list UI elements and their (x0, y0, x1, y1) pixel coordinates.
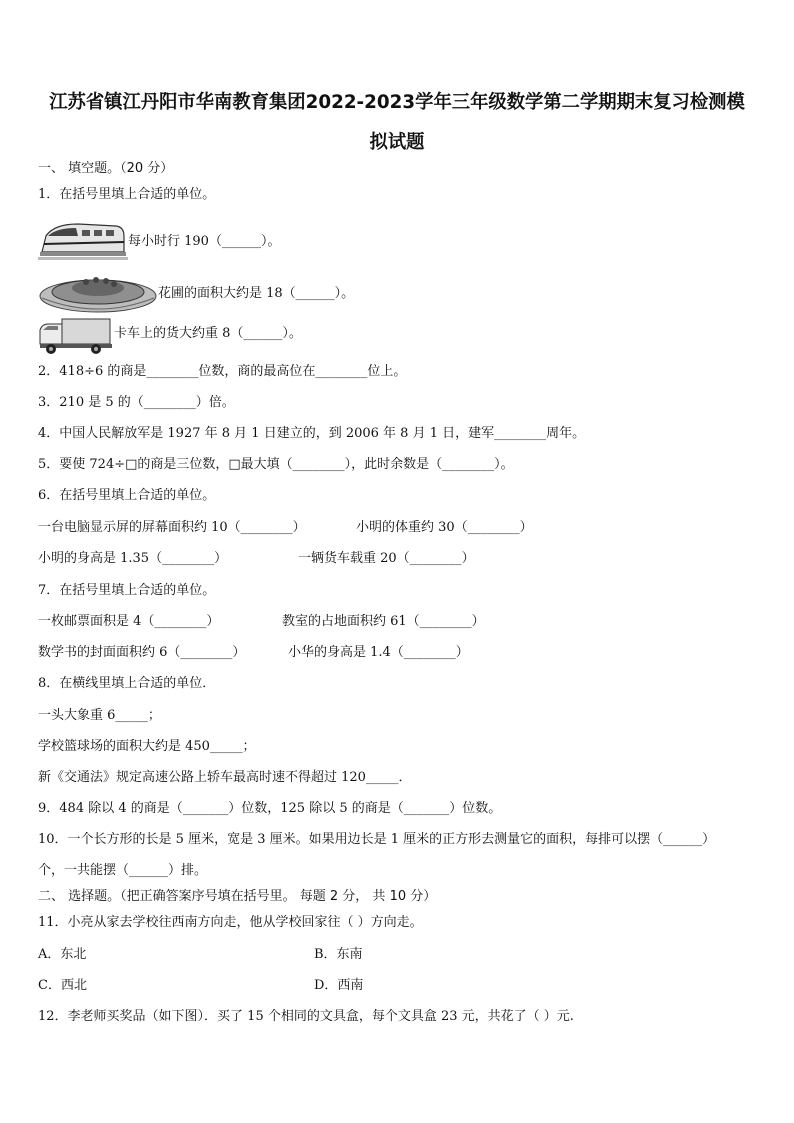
q6-item-b: 小明的体重约 30（________） (356, 520, 533, 535)
q8-item-a: 一头大象重 6_____； (38, 708, 161, 723)
q5-text: 5．要使 724÷□的商是三位数，□最大填（________），此时余数是（________）。 (38, 457, 514, 472)
q11-option-c: C．西北 (38, 978, 87, 993)
train-image (38, 218, 128, 264)
q7-item-c: 数学书的封面面积约 6（________） (38, 645, 246, 660)
q6-stem: 6．在括号里填上合适的单位。 (38, 488, 216, 503)
q1-train-text: 每小时行 190（______）。 (128, 234, 281, 249)
truck-image (38, 316, 114, 356)
q6-item-a: 一台电脑显示屏的屏幕面积约 10（________） (38, 520, 306, 535)
q11-stem: 11．小亮从家去学校往西南方向走，他从学校回家往（ ）方向走。 (38, 915, 423, 930)
q7-item-a: 一枚邮票面积是 4（________） (38, 614, 220, 629)
q10-text-line2: 个，一共能摆（______）排。 (38, 863, 208, 878)
q11-option-d: D．西南 (314, 978, 364, 993)
section1-heading: 一、 填空题。（20 分） (38, 161, 174, 176)
q1-stem: 1．在括号里填上合适的单位。 (38, 187, 216, 202)
q8-item-c: 新《交通法》规定高速公路上轿车最高时速不得超过 120_____． (38, 770, 412, 785)
q11-option-b: B．东南 (314, 947, 363, 962)
q11-option-a: A．东北 (38, 947, 87, 962)
q6-item-d: 一辆货车载重 20（________） (298, 551, 475, 566)
q12-text: 12．李老师买奖品（如下图）．买了 15 个相同的文具盒，每个文具盒 23 元，共花了（ ）元. (38, 1009, 574, 1024)
q7-item-d: 小华的身高是 1.4（________） (288, 645, 469, 660)
q9-text: 9．484 除以 4 的商是（_______）位数，125 除以 5 的商是（_______）位数。 (38, 801, 502, 816)
q8-stem: 8．在横线里填上合适的单位． (38, 676, 216, 691)
q1-garden-text: 花圃的面积大约是 18（______）。 (158, 286, 355, 301)
q2-text: 2．418÷6 的商是________位数，商的最高位在________位上。 (38, 364, 407, 379)
q10-text-line1: 10．一个长方形的长是 5 厘米，宽是 3 厘米。如果用边长是 1 厘米的正方形去测量它的面积，每排可以摆（______） (38, 832, 716, 847)
garden-image (38, 268, 158, 316)
document-title-line2: 拟试题 (369, 132, 425, 153)
q8-item-b: 学校篮球场的面积大约是 450_____； (38, 739, 256, 754)
q3-text: 3．210 是 5 的（________）倍。 (38, 395, 235, 410)
document-title-line1: 江苏省镇江丹阳市华南教育集团2022-2023学年三年级数学第二学期期末复习检测模 (49, 92, 745, 113)
q1-truck-text: 卡车上的货大约重 8（______）。 (114, 326, 302, 341)
q6-item-c: 小明的身高是 1.35（________） (38, 551, 228, 566)
section2-heading: 二、 选择题。（把正确答案序号填在括号里。 每题 2 分， 共 10 分） (38, 889, 437, 904)
q7-item-b: 教室的占地面积约 61（________） (282, 614, 485, 629)
q4-text: 4．中国人民解放军是 1927 年 8 月 1 日建立的，到 2006 年 8 月 1 日，建军________周年。 (38, 426, 586, 441)
q7-stem: 7．在括号里填上合适的单位。 (38, 583, 216, 598)
